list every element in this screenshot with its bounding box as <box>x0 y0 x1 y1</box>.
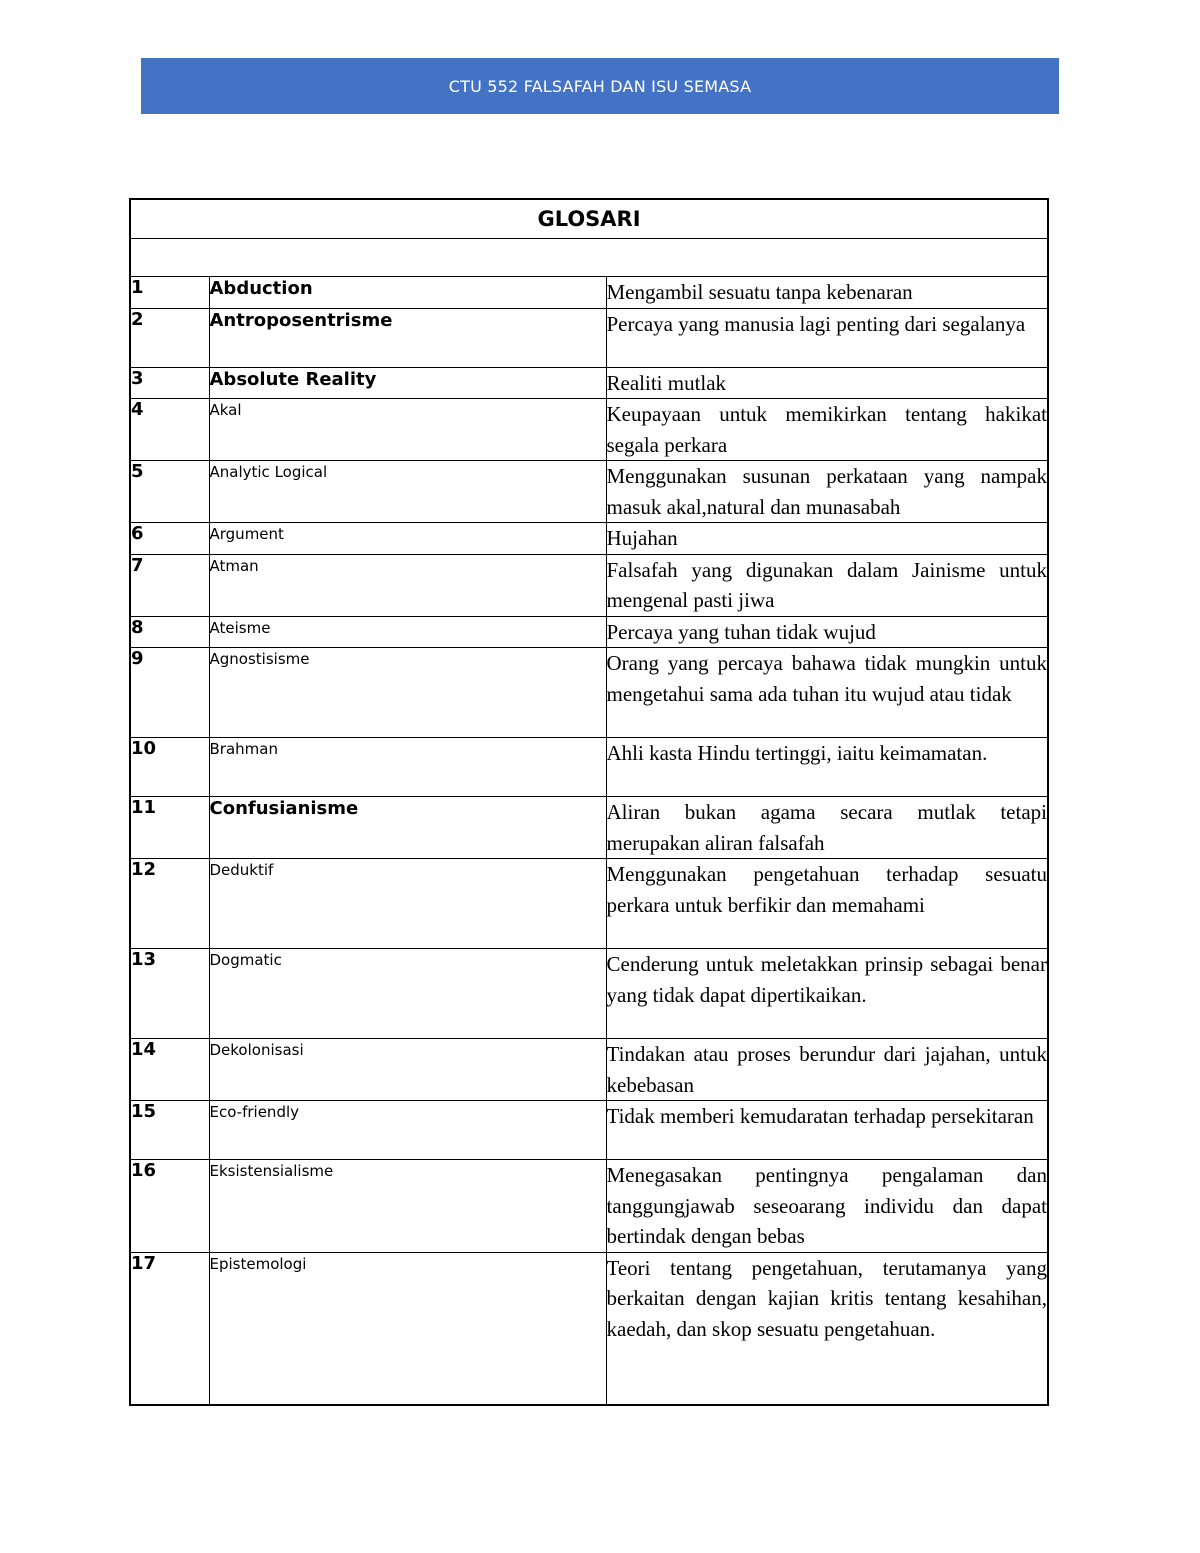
row-term: Argument <box>209 523 606 555</box>
row-number: 5 <box>130 461 209 523</box>
table-row <box>130 277 1048 309</box>
row-definition: Percaya yang manusia lagi penting dari segalanya <box>606 308 1048 367</box>
row-number: 6 <box>130 523 209 555</box>
row-term: Agnostisisme <box>209 648 606 738</box>
row-definition: Menggunakan pengetahuan terhadap sesuatu perkara untuk berfikir dan memahami <box>606 859 1048 949</box>
row-term: Antroposentrisme <box>209 308 606 367</box>
table-row <box>130 648 1048 738</box>
table-row <box>130 523 1048 555</box>
row-number: 3 <box>130 367 209 399</box>
row-term: Abduction <box>209 277 606 309</box>
row-term: Confusianisme <box>209 797 606 859</box>
row-number: 14 <box>130 1039 209 1101</box>
row-definition: Tindakan atau proses berundur dari jajahan, untuk kebebasan <box>606 1039 1048 1101</box>
table-row <box>130 1160 1048 1253</box>
row-number: 2 <box>130 308 209 367</box>
table-row <box>130 554 1048 616</box>
table-row <box>130 738 1048 797</box>
row-number: 9 <box>130 648 209 738</box>
row-definition: Falsafah yang digunakan dalam Jainisme untuk mengenal pasti jiwa <box>606 554 1048 616</box>
row-number: 15 <box>130 1101 209 1160</box>
row-term: Deduktif <box>209 859 606 949</box>
glossary-blank-row <box>130 239 1048 277</box>
row-number: 4 <box>130 399 209 461</box>
row-number: 17 <box>130 1252 209 1405</box>
row-definition: Hujahan <box>606 523 1048 555</box>
glossary-table <box>129 198 1049 1406</box>
row-number: 12 <box>130 859 209 949</box>
row-term: Dekolonisasi <box>209 1039 606 1101</box>
row-number: 13 <box>130 949 209 1039</box>
row-term: Akal <box>209 399 606 461</box>
row-term: Dogmatic <box>209 949 606 1039</box>
table-row <box>130 859 1048 949</box>
row-term: Ateisme <box>209 616 606 648</box>
table-row <box>130 1039 1048 1101</box>
row-definition: Realiti mutlak <box>606 367 1048 399</box>
row-definition: Tidak memberi kemudaratan terhadap persekitaran <box>606 1101 1048 1160</box>
row-term: Absolute Reality <box>209 367 606 399</box>
row-term: Epistemologi <box>209 1252 606 1405</box>
glossary-title-row <box>130 199 1048 239</box>
row-number: 1 <box>130 277 209 309</box>
blank-cell <box>130 239 1048 277</box>
table-row <box>130 399 1048 461</box>
row-definition: Ahli kasta Hindu tertinggi, iaitu keimamatan. <box>606 738 1048 797</box>
row-term: Eksistensialisme <box>209 1160 606 1253</box>
table-row <box>130 308 1048 367</box>
table-row <box>130 616 1048 648</box>
header-title: CTU 552 FALSAFAH DAN ISU SEMASA <box>448 76 752 96</box>
row-term: Eco-friendly <box>209 1101 606 1160</box>
row-number: 11 <box>130 797 209 859</box>
table-row <box>130 367 1048 399</box>
table-row <box>130 1101 1048 1160</box>
row-definition: Mengambil sesuatu tanpa kebenaran <box>606 277 1048 309</box>
document-header <box>141 58 1059 114</box>
row-term: Brahman <box>209 738 606 797</box>
table-row <box>130 797 1048 859</box>
row-definition: Menggunakan susunan perkataan yang nampak masuk akal,natural dan munasabah <box>606 461 1048 523</box>
row-term: Atman <box>209 554 606 616</box>
row-number: 7 <box>130 554 209 616</box>
row-definition: Percaya yang tuhan tidak wujud <box>606 616 1048 648</box>
row-definition: Teori tentang pengetahuan, terutamanya yang berkaitan dengan kajian kritis tentang kesahihan, kaedah, dan skop sesuatu pengetahuan. <box>606 1252 1048 1405</box>
row-definition: Keupayaan untuk memikirkan tentang hakikat segala perkara <box>606 399 1048 461</box>
table-row <box>130 461 1048 523</box>
row-definition: Orang yang percaya bahawa tidak mungkin untuk mengetahui sama ada tuhan itu wujud atau tidak <box>606 648 1048 738</box>
row-number: 16 <box>130 1160 209 1253</box>
table-row <box>130 1252 1048 1405</box>
row-number: 8 <box>130 616 209 648</box>
glossary-title: GLOSARI <box>130 199 1048 239</box>
row-number: 10 <box>130 738 209 797</box>
row-definition: Aliran bukan agama secara mutlak tetapi merupakan aliran falsafah <box>606 797 1048 859</box>
row-definition: Menegasakan pentingnya pengalaman dan tanggungjawab seseoarang individu dan dapat bertindak dengan bebas <box>606 1160 1048 1253</box>
row-definition: Cenderung untuk meletakkan prinsip sebagai benar yang tidak dapat dipertikaikan. <box>606 949 1048 1039</box>
row-term: Analytic Logical <box>209 461 606 523</box>
table-row <box>130 949 1048 1039</box>
